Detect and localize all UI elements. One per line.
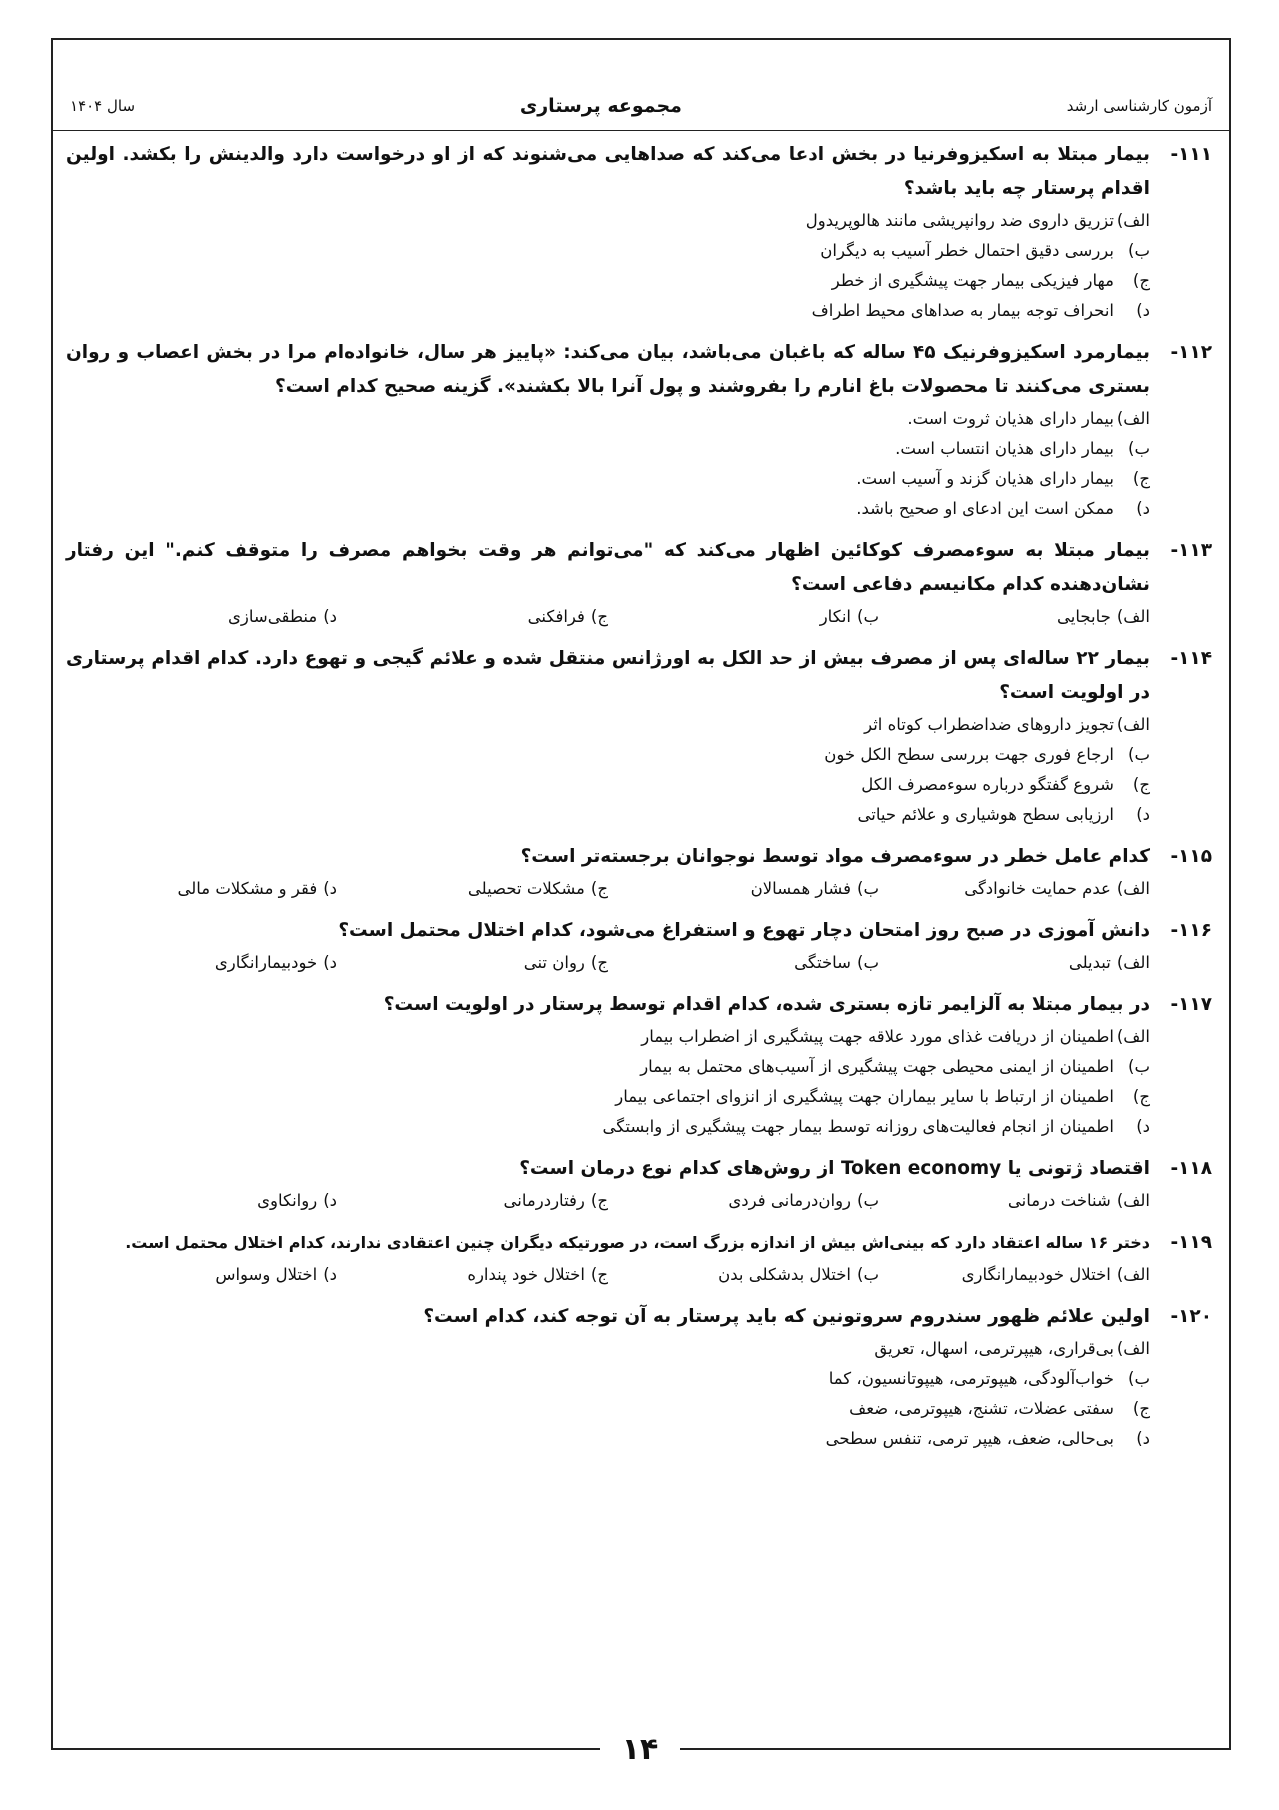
option <box>66 1424 1150 1454</box>
question-number: ۱۱۴- <box>1170 648 1212 669</box>
option <box>337 874 608 904</box>
option-label: ب) <box>857 1265 879 1284</box>
option-text: اختلال خود پنداره <box>467 1265 585 1284</box>
option-label: د) <box>323 1191 337 1210</box>
option-label: ج) <box>590 879 608 898</box>
option-text: شروع گفتگو درباره سوءمصرف الکل <box>861 775 1114 794</box>
option-text: شناخت درمانی <box>1007 1191 1111 1210</box>
option <box>66 1334 1150 1364</box>
option-text: تزریق داروی ضد روانپریشی مانند هالوپریدول <box>805 211 1114 230</box>
option-text: سفتی عضلات، تشنج، هیپوترمی، ضعف <box>849 1399 1114 1418</box>
option <box>608 602 879 632</box>
option-text: روانکاوی <box>257 1191 318 1210</box>
option-text: اختلال خودبیمارانگاری <box>961 1265 1111 1284</box>
exam-name: آزمون کارشناسی ارشد <box>1066 97 1212 115</box>
option <box>66 1186 337 1216</box>
option-text: بی‌حالی، ضعف، هیپر ترمی، تنفس سطحی <box>825 1429 1114 1448</box>
option-label: ب) <box>857 879 879 898</box>
page-number: ۱۴ <box>600 1728 680 1772</box>
option <box>608 1186 879 1216</box>
exam-year: سال ۱۴۰۴ <box>70 97 136 115</box>
option-label: الف) <box>1116 715 1150 734</box>
option-label: د) <box>1136 499 1150 518</box>
option-label: ج) <box>1132 1399 1150 1418</box>
question-number: ۱۲۰- <box>1170 1306 1212 1327</box>
option-text: انکار <box>819 607 852 626</box>
option-label: ب) <box>1128 1057 1150 1076</box>
question-text: اقتصاد ژتونی یا Token economy از روش‌های کدام نوع درمان است؟ <box>519 1158 1150 1179</box>
option <box>879 948 1150 978</box>
question-number: ۱۱۳- <box>1170 540 1212 561</box>
option <box>66 874 337 904</box>
option-label: ج) <box>590 1191 608 1210</box>
option-text: تجویز داروهای ضداضطراب کوتاه اثر <box>864 715 1114 734</box>
option-text: اطمینان از دریافت غذای مورد علاقه جهت پیشگیری از اضطراب بیمار <box>641 1027 1114 1046</box>
option-text: ساختگی <box>794 953 852 972</box>
option <box>879 874 1150 904</box>
option-text: اطمینان از انجام فعالیت‌های روزانه توسط بیمار جهت پیشگیری از وابستگی <box>602 1117 1114 1136</box>
option-text: ارزیابی سطح هوشیاری و علائم حیاتی <box>857 805 1114 824</box>
option-text: روان‌درمانی فردی <box>728 1191 852 1210</box>
option-label: ج) <box>1132 469 1150 488</box>
option <box>66 710 1150 740</box>
option <box>66 266 1150 296</box>
option <box>879 1260 1150 1290</box>
option-label: الف) <box>1116 953 1150 972</box>
option-label: د) <box>323 1265 337 1284</box>
option-text: اختلال وسواس <box>215 1265 318 1284</box>
option <box>66 296 1150 326</box>
option-label: د) <box>323 953 337 972</box>
option-text: خواب‌آلودگی، هیپوترمی، هیپوتانسیون، کما <box>828 1369 1114 1388</box>
page-header <box>56 76 1226 136</box>
option-text: جابجایی <box>1057 607 1111 626</box>
option <box>66 800 1150 830</box>
option-text: ارجاع فوری جهت بررسی سطح الکل خون <box>824 745 1114 764</box>
option <box>608 874 879 904</box>
option <box>66 494 1150 524</box>
option <box>879 602 1150 632</box>
option-label: ج) <box>1132 775 1150 794</box>
question-116 <box>66 914 1212 978</box>
option-text: بی‌قراری، هیپرترمی، اسهال، تعریق <box>874 1339 1114 1358</box>
option-text: فرافکنی <box>527 607 585 626</box>
option-label: ب) <box>1128 745 1150 764</box>
option-text: بررسی دقیق احتمال خطر آسیب به دیگران <box>820 241 1114 260</box>
question-text: اولین علائم ظهور سندروم سروتونین که باید پرستار به آن توجه کند، کدام است؟ <box>423 1306 1150 1327</box>
question-number: ۱۱۸- <box>1170 1158 1212 1179</box>
question-text: دختر ۱۶ ساله اعتقاد دارد که بینی‌اش بیش از اندازه بزرگ است، در صورتیکه دیگران چنین اعتقادی ندارند، کدام اختلال محتمل است. <box>125 1233 1150 1252</box>
option-label: ج) <box>590 607 608 626</box>
option <box>66 1260 337 1290</box>
option-text: فقر و مشکلات مالی <box>177 879 318 898</box>
option <box>66 770 1150 800</box>
option-text: بیمار دارای هذیان انتساب است. <box>895 439 1114 458</box>
option-label: ج) <box>590 1265 608 1284</box>
option <box>66 1022 1150 1052</box>
question-text: بیمار مبتلا به اسکیزوفرنیا در بخش ادعا می‌کند که صداهایی می‌شنوند که از او درخواست دارد والدینش را بکشد. اولین اقدام پرستار چه باید باشد؟ <box>66 144 1150 199</box>
option <box>337 602 608 632</box>
option-label: ج) <box>1132 1087 1150 1106</box>
header-divider <box>53 130 1229 131</box>
option-label: الف) <box>1116 1027 1150 1046</box>
question-number: ۱۱۲- <box>1170 342 1212 363</box>
option-text: روان تنی <box>523 953 585 972</box>
page-title: مجموعه پرستاری <box>519 95 682 117</box>
option-label: د) <box>1136 805 1150 824</box>
option-label: الف) <box>1116 1191 1150 1210</box>
option-label: د) <box>1136 301 1150 320</box>
option-text: اطمینان از ارتباط با سایر بیماران جهت پیشگیری از انزوای اجتماعی بیمار <box>615 1087 1114 1106</box>
question-text: در بیمار مبتلا به آلزایمر تازه بستری شده، کدام اقدام توسط پرستار در اولویت است؟ <box>383 994 1150 1015</box>
option-label: د) <box>323 607 337 626</box>
option-text: خودبیمارانگاری <box>214 953 318 972</box>
question-118 <box>66 1152 1212 1216</box>
option-label: د) <box>323 879 337 898</box>
option-text: بیمار دارای هذیان ثروت است. <box>907 409 1114 428</box>
option-text: اطمینان از ایمنی محیطی جهت پیشگیری از آسیب‌های محتمل به بیمار <box>640 1057 1114 1076</box>
option <box>66 464 1150 494</box>
option-text: عدم حمایت خانوادگی <box>964 879 1111 898</box>
option <box>66 740 1150 770</box>
question-text: بیمارمرد اسکیزوفرنیک ۴۵ ساله که باغبان می‌باشد، بیان می‌کند: «پاییز هر سال، خانواده‌ام مرا در بخش اعصاب و روان بستری می‌کنند تا محصولات باغ انارم را بفروشند و پول آنرا بالا بکشند». گزینه صحیح کدام است؟ <box>66 342 1150 397</box>
question-120 <box>66 1300 1212 1454</box>
question-text: بیمار ۲۲ ساله‌ای پس از مصرف بیش از حد الکل به اورژانس منتقل شده و علائم گیجی و تهوع دارد. کدام اقدام پرستاری در اولویت است؟ <box>66 648 1150 703</box>
option <box>337 1260 608 1290</box>
question-text: کدام عامل خطر در سوءمصرف مواد توسط نوجوانان برجسته‌تر است؟ <box>520 846 1150 867</box>
question-number: ۱۱۷- <box>1170 994 1212 1015</box>
option-text: منطقی‌سازی <box>228 607 318 626</box>
option-text: انحراف توجه بیمار به صداهای محیط اطراف <box>811 301 1114 320</box>
option-text: رفتاردرمانی <box>503 1191 585 1210</box>
option-text: مشکلات تحصیلی <box>467 879 585 898</box>
option-label: ب) <box>1128 439 1150 458</box>
option-label: ب) <box>1128 1369 1150 1388</box>
option-label: الف) <box>1116 1265 1150 1284</box>
option <box>337 1186 608 1216</box>
option-label: ج) <box>1132 271 1150 290</box>
option-label: الف) <box>1116 409 1150 428</box>
option-label: الف) <box>1116 211 1150 230</box>
question-text: بیمار مبتلا به سوءمصرف کوکائین اظهار می‌کند که "می‌توانم هر وقت بخواهم مصرف را متوقف کنم." این رفتار نشان‌دهنده کدام مکانیسم دفاعی است؟ <box>66 540 1150 595</box>
question-113 <box>66 534 1212 632</box>
option <box>337 948 608 978</box>
option <box>66 236 1150 266</box>
option <box>66 434 1150 464</box>
option-text: مهار فیزیکی بیمار جهت پیشگیری از خطر <box>831 271 1114 290</box>
option-text: اختلال بدشکلی بدن <box>718 1265 852 1284</box>
option <box>66 602 337 632</box>
question-111 <box>66 138 1212 326</box>
option <box>66 1112 1150 1142</box>
option-label: ب) <box>1128 241 1150 260</box>
option <box>66 206 1150 236</box>
question-115 <box>66 840 1212 904</box>
option <box>66 1394 1150 1424</box>
option-label: ب) <box>857 1191 879 1210</box>
option-label: د) <box>1136 1117 1150 1136</box>
option <box>879 1186 1150 1216</box>
question-117 <box>66 988 1212 1142</box>
question-112 <box>66 336 1212 524</box>
option <box>66 1052 1150 1082</box>
question-text: دانش آموزی در صبح روز امتحان دچار تهوع و استفراغ می‌شود، کدام اختلال محتمل است؟ <box>338 920 1150 941</box>
option <box>66 948 337 978</box>
question-119 <box>66 1226 1212 1290</box>
option-label: الف) <box>1116 1339 1150 1358</box>
option <box>66 1082 1150 1112</box>
question-number: ۱۱۵- <box>1170 846 1212 867</box>
question-number: ۱۱۹- <box>1170 1232 1212 1253</box>
option-label: د) <box>1136 1429 1150 1448</box>
option-label: الف) <box>1116 607 1150 626</box>
option-text: ممکن است این ادعای او صحیح باشد. <box>856 499 1114 518</box>
question-number: ۱۱۱- <box>1170 144 1212 165</box>
option <box>608 948 879 978</box>
question-114 <box>66 642 1212 830</box>
option <box>66 404 1150 434</box>
option-label: الف) <box>1116 879 1150 898</box>
option-label: ج) <box>590 953 608 972</box>
option-text: بیمار دارای هذیان گزند و آسیب است. <box>856 469 1114 488</box>
questions-list <box>66 138 1212 1464</box>
option-label: ب) <box>857 607 879 626</box>
option-text: تبدیلی <box>1068 953 1111 972</box>
question-number: ۱۱۶- <box>1170 920 1212 941</box>
option <box>608 1260 879 1290</box>
option-label: ب) <box>857 953 879 972</box>
option <box>66 1364 1150 1394</box>
option-text: فشار همسالان <box>750 879 852 898</box>
